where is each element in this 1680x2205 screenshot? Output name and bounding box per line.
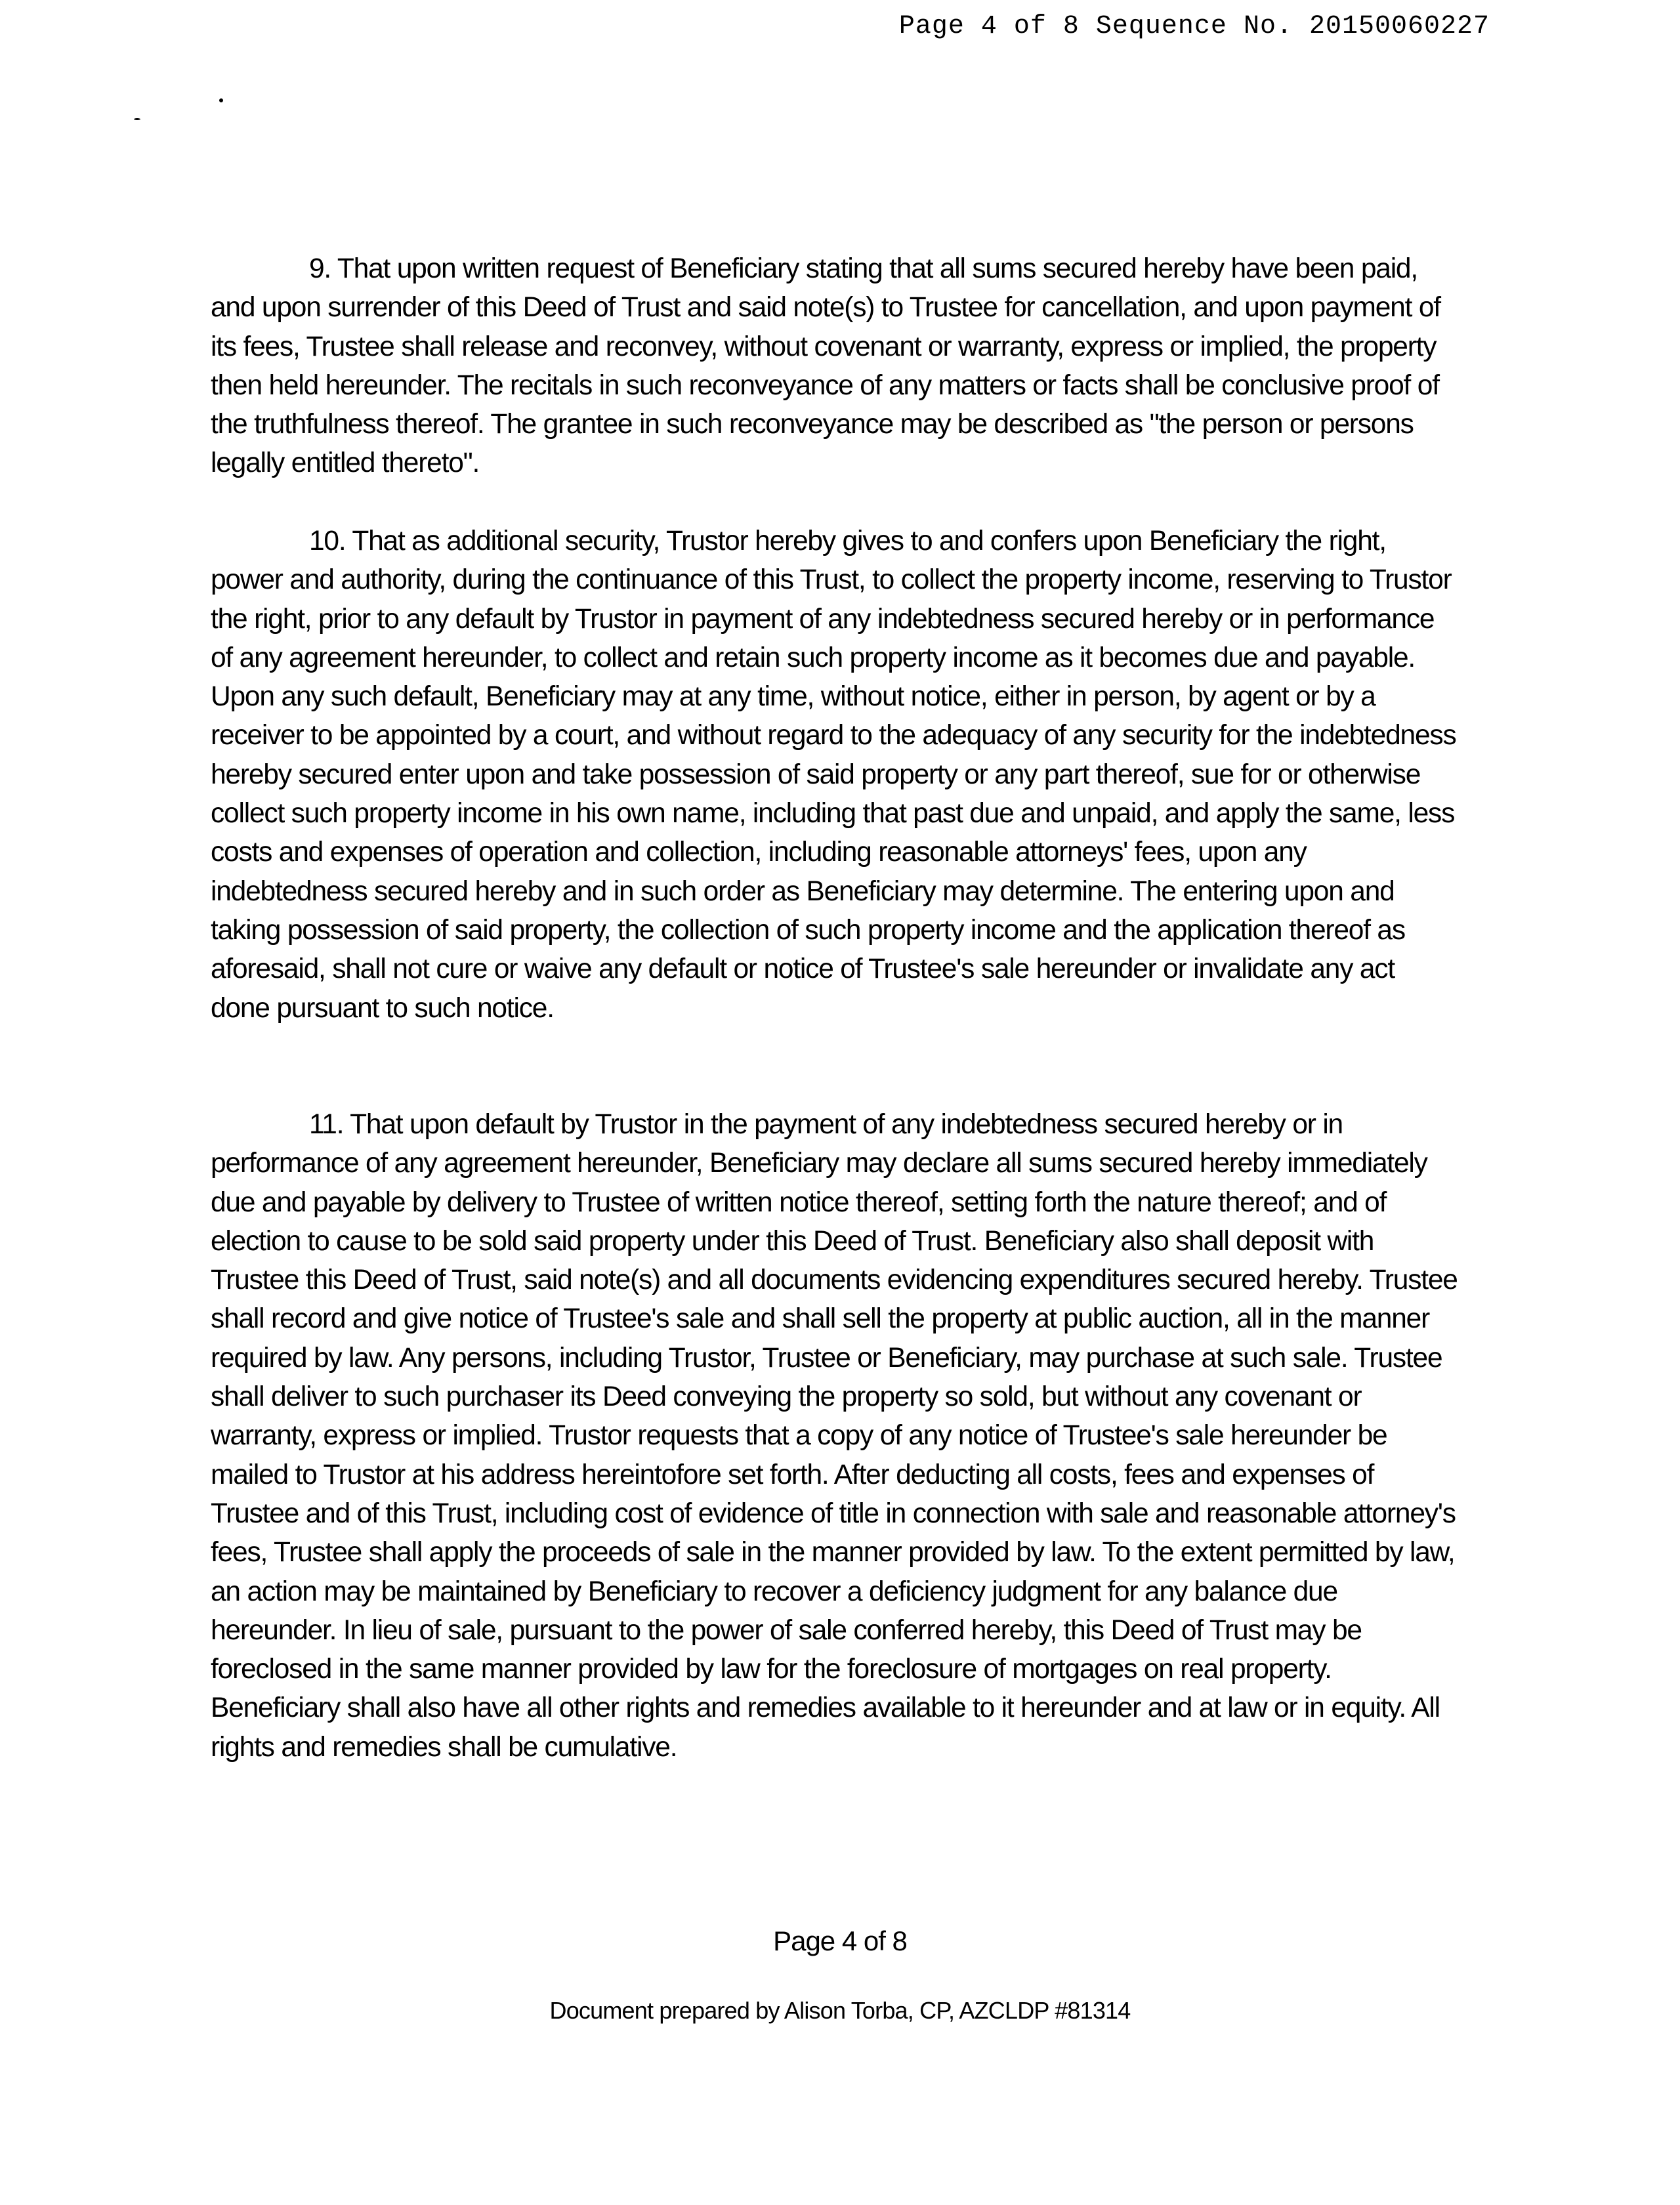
prepared-by-line: Document prepared by Alison Torba, CP, AZCLDP #81314 (549, 1997, 1131, 2024)
paragraph-11-text: 11. That upon default by Trustor in the payment of any indebtedness secured hereby or in performance of any agreement hereunder, Beneficiary may declare all sums secured hereby immediately due and payable by delivery to Trustee of written notice thereof, setting forth the nature thereof; and of election to cause to be sold said property under this Deed of Trust. Beneficiary also shall deposit with Trustee this Deed of Trust, said note(s) and all documents evidencing expenditures secured hereby. Trustee shall record and give notice of Trustee's sale and shall sell the property at public auction, all in the manner required by law. Any persons, including Trustor, Trustee or Beneficiary, may purchase at such sale. Trustee shall deliver to such purchaser its Deed conveying the property so sold, but without any covenant or warranty, express or implied. Trustor requests that a copy of any notice of Trustee's sale hereunder be mailed to Trustor at his address hereintofore set forth. After deducting all costs, fees and expenses of Trustee and of this Trust, including cost of evidence of title in connection with sale and reasonable attorney's fees, Trustee shall apply the proceeds of sale in the manner provided by law. To the extent permitted by law, an action may be maintained by Beneficiary to recover a deficiency judgment for any balance due hereunder. In lieu of sale, pursuant to the power of sale conferred hereby, this Deed of Trust may be foreclosed in the same manner provided by law for the foreclosure of mortgages on real property. Beneficiary shall also have all other rights and remedies available to it hereunder and at law or in equity. All rights and remedies shall be cumulative. (211, 1109, 1458, 1763)
scan-speck-mark (134, 118, 140, 120)
paragraph-9 (211, 249, 1458, 483)
paragraph-9-text: 9. That upon written request of Beneficiary stating that all sums secured hereby have been paid, and upon surrender of this Deed of Trust and said note(s) to Trustee for cancellation, and upon payment of its fees, Trustee shall release and reconvey, without covenant or warranty, express or implied, the property then held hereunder. The recitals in such reconveyance of any matters or facts shall be conclusive proof of the truthfulness thereof. The grantee in such reconveyance may be described as "the person or persons legally entitled thereto". (211, 253, 1440, 479)
page-number: Page 4 of 8 (773, 1925, 907, 1956)
paragraph-10-text: 10. That as additional security, Trustor hereby gives to and confers upon Beneficiary the right, power and authority, during the continuance of this Trust, to collect the property income, reserving to Trustor the right, prior to any default by Trustor in payment of any indebtedness secured hereby or in performance of any agreement hereunder, to collect and retain such property income as it becomes due and payable. Upon any such default, Beneficiary may at any time, without notice, either in person, by agent or by a receiver to be appointed by a court, and without regard to the adequacy of any security for the indebtedness hereby secured enter upon and take possession of said property or any part thereof, sue for or otherwise collect such property income in his own name, including that past due and unpaid, and apply the same, less costs and expenses of operation and collection, including reasonable attorneys' fees, upon any indebtedness secured hereby and in such order as Beneficiary may determine. The entering upon and taking possession of said property, the collection of such property income and the application thereof as aforesaid, shall not cure or waive any default or notice of Trustee's sale hereunder or invalidate any act done pursuant to such notice. (211, 526, 1456, 1024)
sequence-stamp: Page 4 of 8 Sequence No. 20150060227 (898, 12, 1490, 41)
paragraph-11 (211, 1105, 1458, 1767)
paragraph-10 (211, 522, 1458, 1028)
scan-speck-mark (219, 98, 223, 102)
